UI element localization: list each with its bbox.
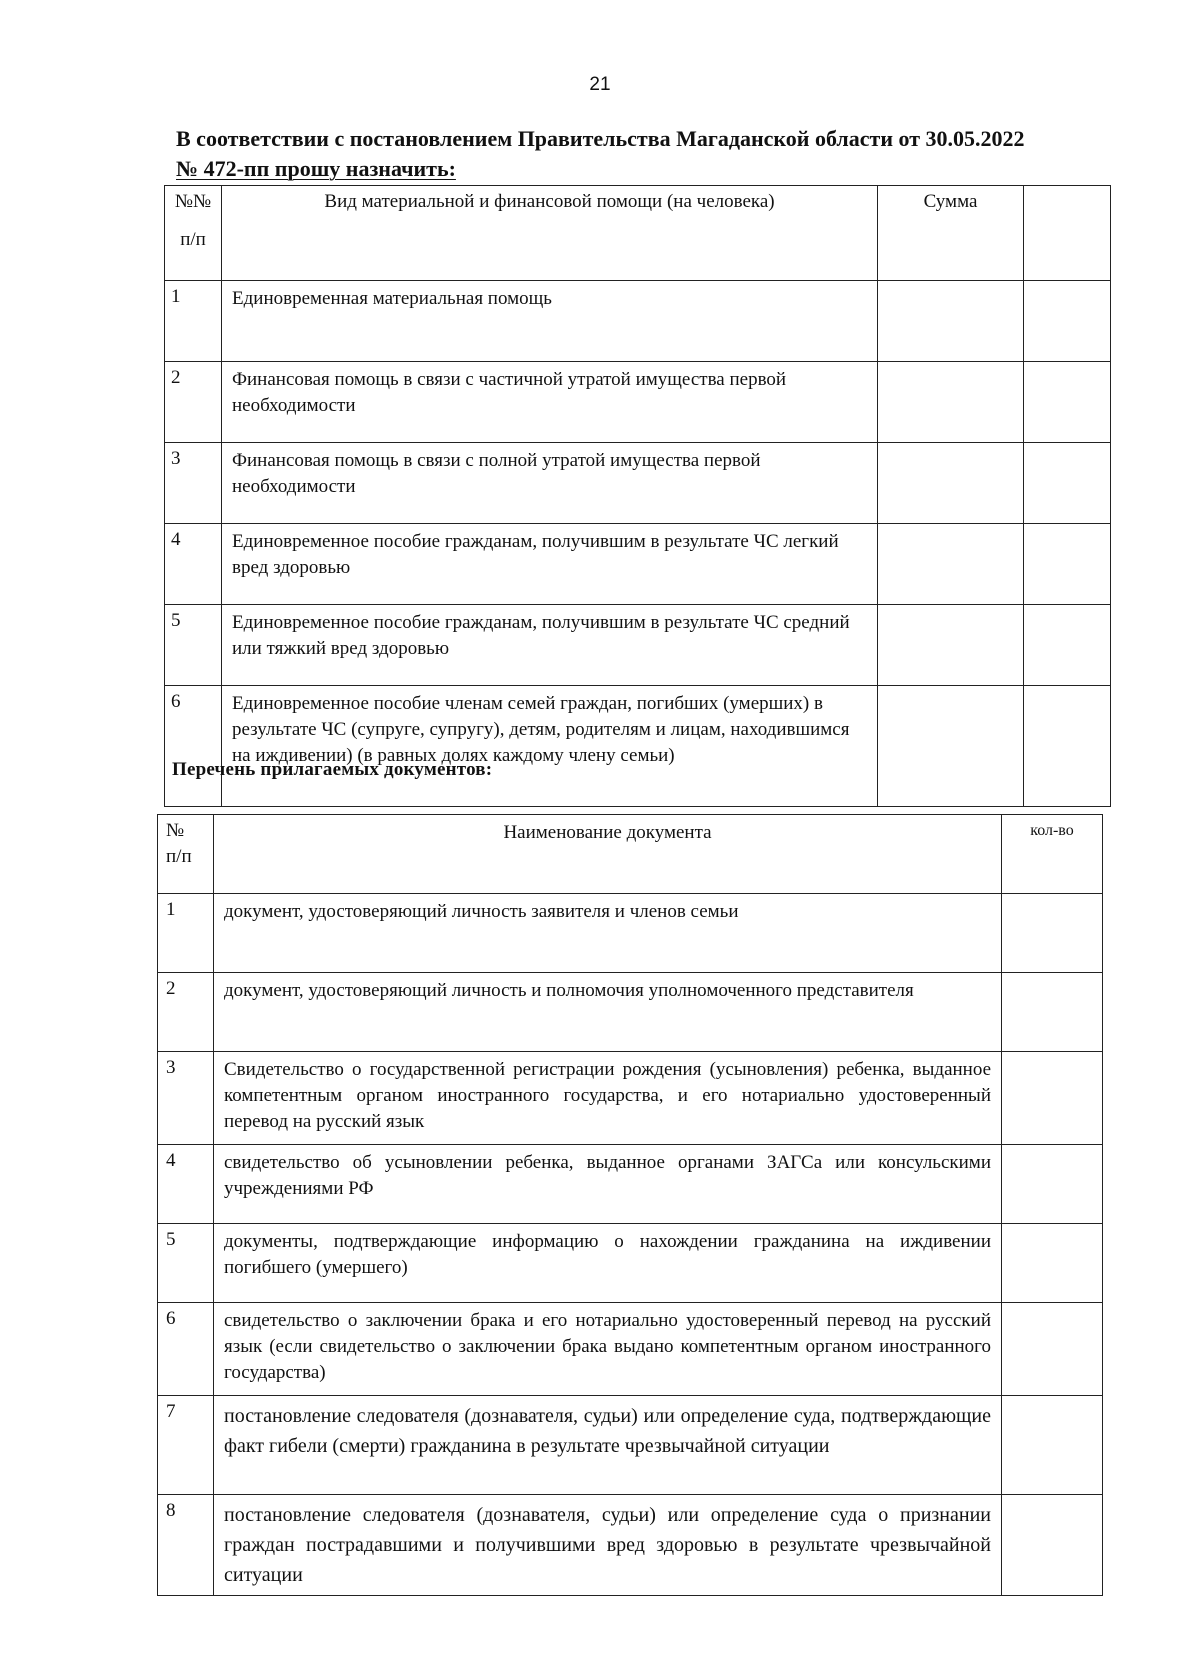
documents-header-num-line-2: п/п (166, 846, 192, 867)
aid-row-sum (878, 281, 1024, 362)
aid-header-extra (1024, 186, 1111, 281)
documents-row-name: Свидетельство о государственной регистрации рождения (усыновления) ребенка, выданное компетентным органом иностранного государства, и его нотариально удостоверенный перевод на русский язык (214, 1052, 1002, 1145)
aid-row-extra (1024, 686, 1111, 807)
aid-row-sum (878, 605, 1024, 686)
aid-table-row (165, 362, 1111, 443)
documents-row-qty (1002, 1224, 1103, 1303)
intro-line-2: № 472-пп прошу назначить: (176, 156, 456, 181)
aid-table-row (165, 605, 1111, 686)
documents-table-row (158, 1495, 1103, 1596)
aid-table-row (165, 281, 1111, 362)
documents-row-num: 1 (158, 894, 214, 973)
documents-row-name: постановление следователя (дознавателя, судьи) или определение суда о признании граждан пострадавшими и получившими вред здоровью в результате чрезвычайной ситуации (214, 1495, 1002, 1596)
aid-row-extra (1024, 443, 1111, 524)
aid-row-sum (878, 686, 1024, 807)
intro-paragraph (176, 124, 1126, 184)
documents-row-num: 8 (158, 1495, 214, 1596)
intro-line-1: В соответствии с постановлением Правительства Магаданской области от 30.05.2022 (176, 126, 1025, 151)
aid-row-num: 2 (165, 362, 222, 443)
documents-row-qty (1002, 1145, 1103, 1224)
documents-header-row (158, 815, 1103, 894)
documents-row-qty (1002, 1303, 1103, 1396)
aid-table-row (165, 686, 1111, 807)
aid-header-num-line-1: №№ (174, 191, 212, 212)
aid-table (164, 185, 1111, 807)
documents-row-name: документы, подтверждающие информацию о нахождении гражданина на иждивении погибшего (умершего) (214, 1224, 1002, 1303)
aid-row-kind: Финансовая помощь в связи с частичной утратой имущества первой необходимости (222, 362, 878, 443)
documents-header-name: Наименование документа (214, 815, 1002, 894)
aid-row-num: 1 (165, 281, 222, 362)
aid-row-num: 6 (165, 686, 222, 807)
documents-header-num (158, 815, 214, 894)
aid-row-extra (1024, 362, 1111, 443)
aid-header-num-line-2: п/п (180, 229, 206, 250)
documents-table-row (158, 1145, 1103, 1224)
documents-row-num: 3 (158, 1052, 214, 1145)
aid-header-kind: Вид материальной и финансовой помощи (на человека) (222, 186, 878, 281)
aid-row-extra (1024, 281, 1111, 362)
documents-row-num: 2 (158, 973, 214, 1052)
documents-table-row (158, 1052, 1103, 1145)
aid-header-num (165, 186, 222, 281)
aid-row-kind: Единовременное пособие гражданам, получившим в результате ЧС легкий вред здоровью (222, 524, 878, 605)
documents-row-qty (1002, 973, 1103, 1052)
documents-row-name: постановление следователя (дознавателя, судьи) или определение суда, подтверждающие факт гибели (смерти) гражданина в результате чрезвычайной ситуации (214, 1396, 1002, 1495)
documents-title: Перечень прилагаемых документов: (172, 759, 493, 780)
aid-row-extra (1024, 524, 1111, 605)
documents-row-num: 7 (158, 1396, 214, 1495)
documents-row-qty (1002, 1052, 1103, 1145)
aid-header-sum: Сумма (878, 186, 1024, 281)
aid-row-sum (878, 443, 1024, 524)
documents-table-row (158, 1396, 1103, 1495)
aid-row-sum (878, 524, 1024, 605)
documents-header-num-line-1: № (166, 820, 185, 841)
aid-row-num: 5 (165, 605, 222, 686)
documents-table (157, 814, 1103, 1596)
aid-table-row (165, 443, 1111, 524)
documents-table-row (158, 1303, 1103, 1396)
documents-table-row (158, 894, 1103, 973)
aid-row-kind: Единовременное пособие гражданам, получившим в результате ЧС средний или тяжкий вред здоровью (222, 605, 878, 686)
documents-row-qty (1002, 1396, 1103, 1495)
aid-row-num: 3 (165, 443, 222, 524)
documents-row-name: свидетельство о заключении брака и его нотариально удостоверенный перевод на русский язык (если свидетельство о заключении брака выдано компетентным органом иностранного государства) (214, 1303, 1002, 1396)
aid-row-num: 4 (165, 524, 222, 605)
documents-row-name: свидетельство об усыновлении ребенка, выданное органами ЗАГСа или консульскими учреждениями РФ (214, 1145, 1002, 1224)
aid-row-extra (1024, 605, 1111, 686)
documents-row-qty (1002, 1495, 1103, 1596)
aid-row-kind: Единовременное пособие членам семей граждан, погибших (умерших) в результате ЧС (супруге, супругу), детям, родителям и лицам, находившимся на иждивении) (в равных долях каждому члену семьи) (222, 686, 878, 807)
documents-row-num: 5 (158, 1224, 214, 1303)
documents-row-num: 4 (158, 1145, 214, 1224)
documents-row-qty (1002, 894, 1103, 973)
documents-row-name: документ, удостоверяющий личность и полномочия уполномоченного представителя (214, 973, 1002, 1052)
documents-row-num: 6 (158, 1303, 214, 1396)
documents-table-row (158, 973, 1103, 1052)
aid-table-header-row (165, 186, 1111, 281)
aid-row-sum (878, 362, 1024, 443)
aid-row-kind: Финансовая помощь в связи с полной утратой имущества первой необходимости (222, 443, 878, 524)
page-number: 21 (589, 74, 611, 95)
aid-table-row (165, 524, 1111, 605)
aid-row-kind: Единовременная материальная помощь (222, 281, 878, 362)
documents-row-name: документ, удостоверяющий личность заявителя и членов семьи (214, 894, 1002, 973)
documents-header-qty: кол-во (1002, 815, 1103, 894)
documents-table-row (158, 1224, 1103, 1303)
